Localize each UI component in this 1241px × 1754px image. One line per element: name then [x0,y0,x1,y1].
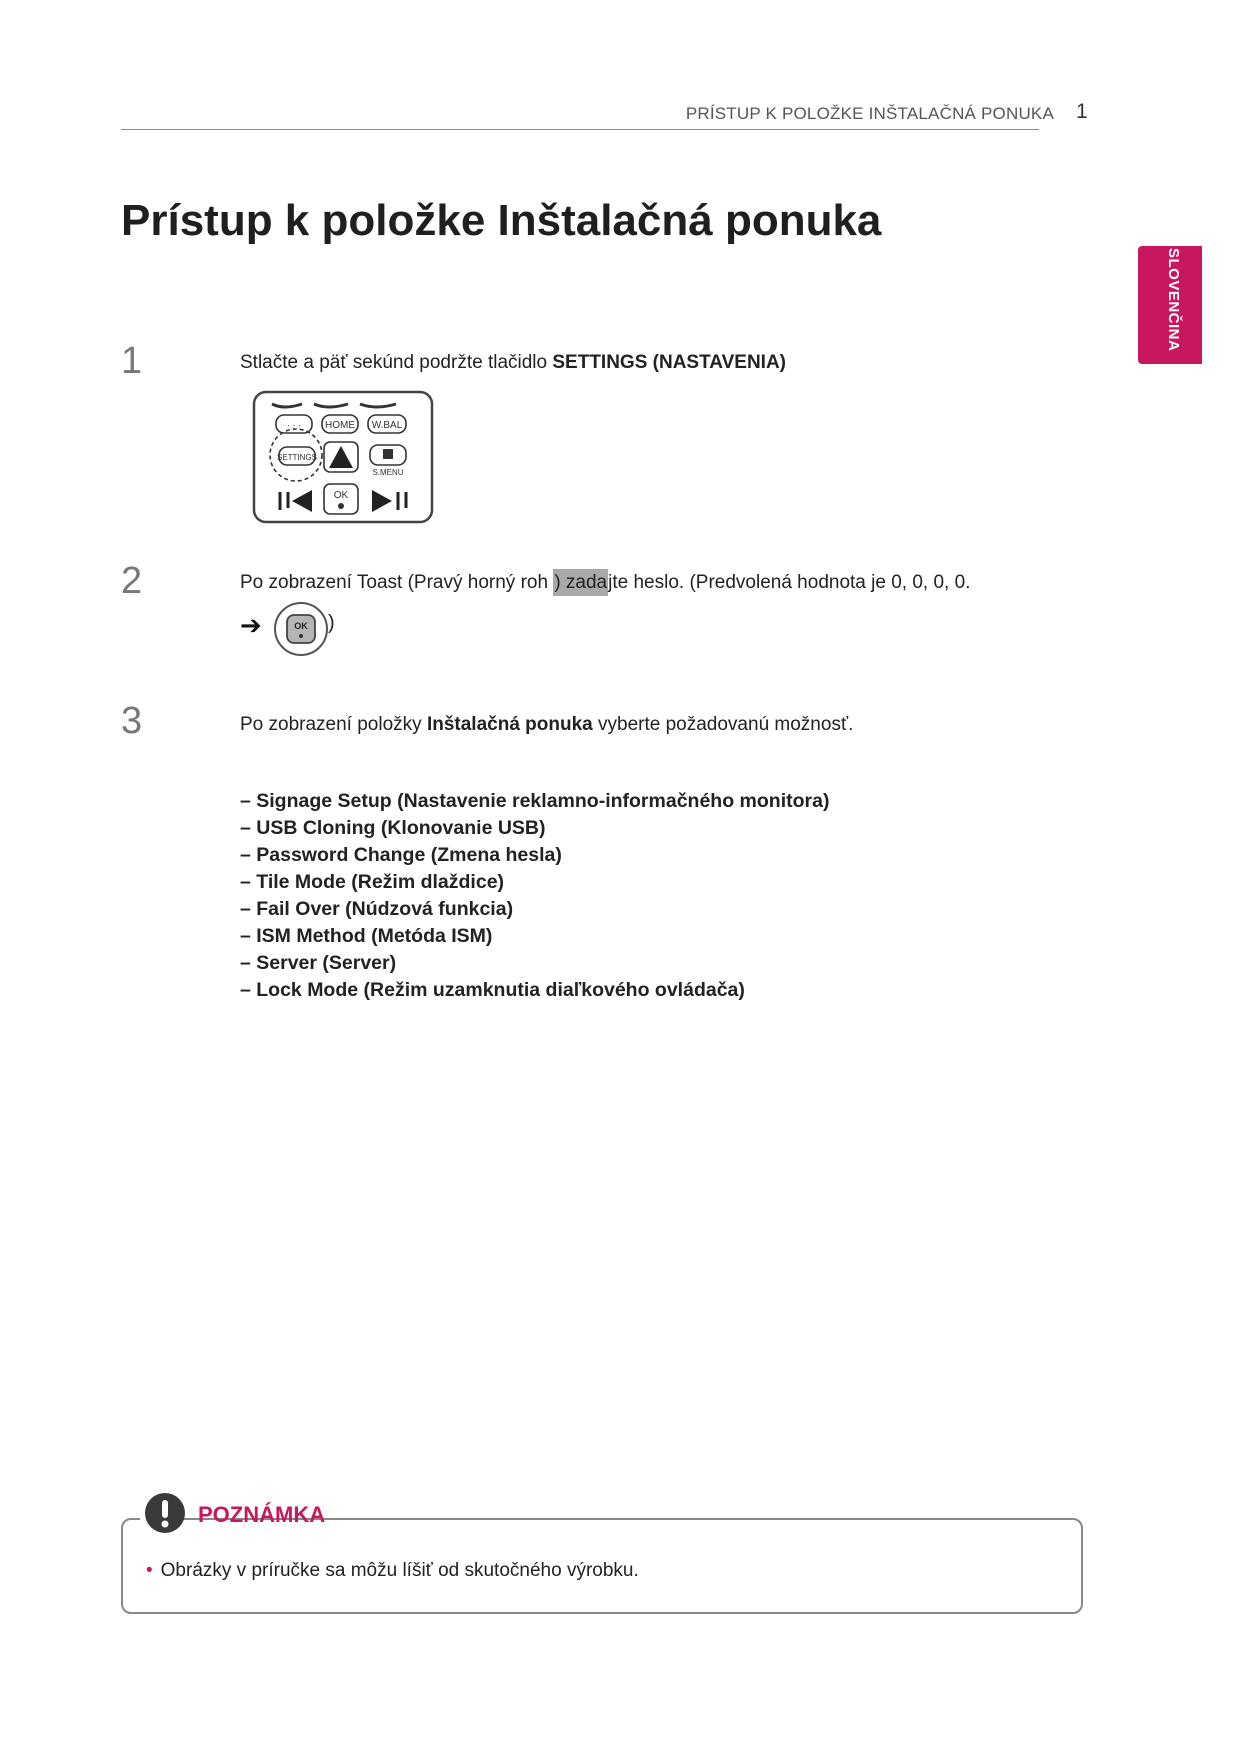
arrow-right-icon: ➔ [240,610,262,640]
option-item: – Lock Mode (Režim uzamknutia diaľkového ovládača) [240,979,745,1001]
ok-close-paren: ) [328,612,335,634]
step-text-2 [240,572,970,594]
step-2-highlight [553,569,608,596]
note-title: POZNÁMKA [198,1502,326,1527]
option-item: – Fail Over (Núdzová funkcia) [240,898,514,920]
step-number-2: 2 [121,560,143,602]
language-tab-label: SLOVENČINA [1165,248,1182,352]
step-text-1 [240,352,786,374]
step-2-text-a: Po zobrazení Toast (Pravý horný roh [240,572,549,593]
step-text-3 [240,714,853,736]
remote-wbal-label: W.BAL [371,420,403,431]
header-rule [121,129,1039,130]
option-item: – Password Change (Zmena hesla) [240,844,562,866]
option-item: – Tile Mode (Režim dlaždice) [240,871,505,893]
bullet-icon: • [146,1560,153,1581]
remote-control-illustration [252,390,434,524]
step-number-3: 3 [121,700,143,742]
remote-settings-label: SETTINGS [276,453,318,462]
step-2-highlight-a: ) [554,572,561,593]
step-3-text-after: vyberte požadovanú možnosť. [598,714,854,735]
ok-button-label: OK [294,621,308,631]
page-title: Prístup k položke Inštalačná ponuka [121,196,882,245]
step-3-menu-name: Inštalačná ponuka [426,714,593,735]
running-header: PRÍSTUP K POLOŽKE INŠTALAČNÁ PONUKA [685,104,1054,123]
step-3-text-before: Po zobrazení položky [240,714,422,735]
page-number: 1 [1076,100,1088,123]
note-item-text: Obrázky v príručke sa môžu líšiť od skutočného výrobku. [160,1560,639,1581]
option-item: – Signage Setup (Nastavenie reklamno-informačného monitora) [240,790,830,812]
option-item: – Server (Server) [240,952,397,974]
svg-text:· · ·: · · · [287,420,301,430]
step-1-settings-label: SETTINGS (NASTAVENIA) [552,352,787,373]
step-number-1: 1 [121,340,143,382]
remote-home-label: HOME [325,420,355,431]
exclamation-icon [144,1492,186,1534]
note-header [140,1490,326,1538]
remote-smenu-label: S.MENU [372,468,404,477]
installation-menu-options [240,788,829,1004]
step-2-highlight-b: zada [565,572,608,593]
language-tab [1138,246,1202,364]
ok-button-icon [273,600,331,658]
option-item: – USB Cloning (Klonovanie USB) [240,817,546,839]
step-1-text: Stlačte a päť sekúnd podržte tlačidlo [240,352,548,373]
remote-ok-label: OK [333,490,349,501]
step-2-text-b: jte heslo. (Predvolená hodnota je 0, 0, 0, 0. [608,572,971,593]
note-item [146,1560,639,1582]
option-item: – ISM Method (Metóda ISM) [240,925,493,947]
